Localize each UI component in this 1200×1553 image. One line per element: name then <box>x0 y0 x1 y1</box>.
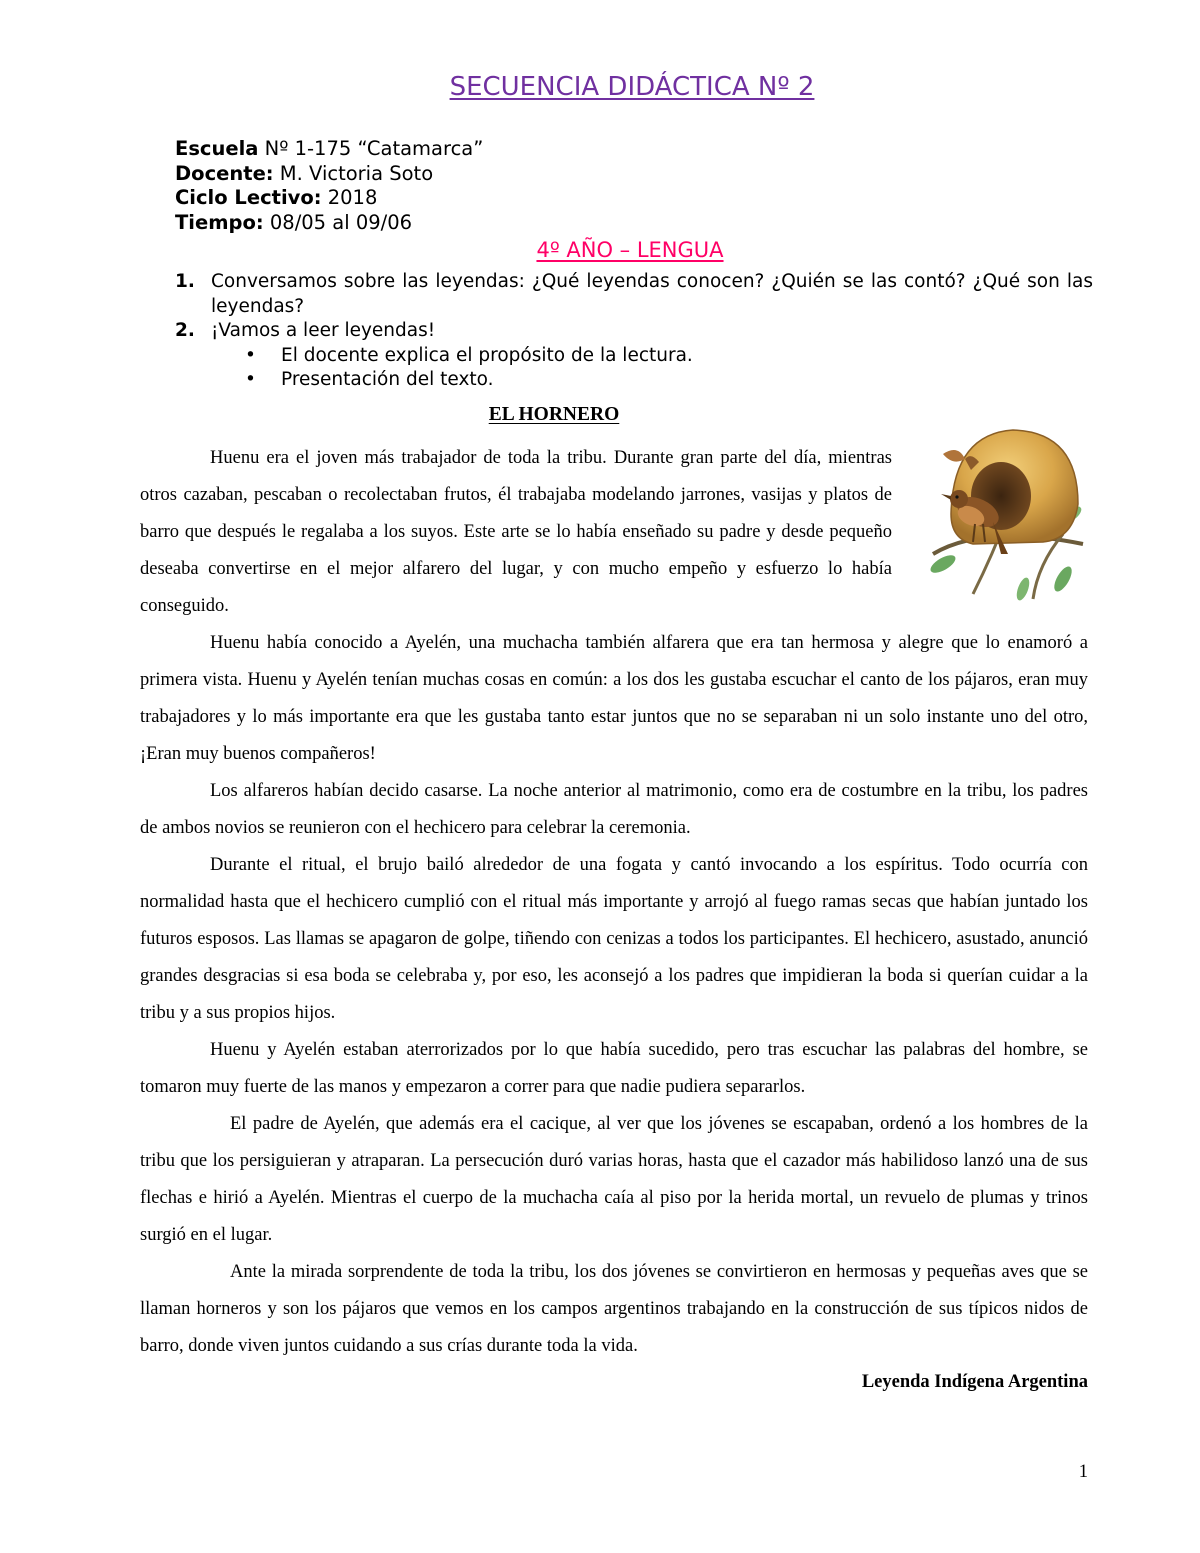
year-label: Ciclo Lectivo: <box>175 186 322 209</box>
story-paragraph: Huenu era el joven más trabajador de toda la tribu. Durante gran parte del día, mientras otros cazaban, pescaban o recolectaban frutos, él trabajaba modelando jarrones, vasijas y platos de barro que después le regalaba a los suyos. Este arte se lo había enseñado su padre y desde pequeño deseaba convertirse en el mejor alfarero del lugar, y con mucho empeño y esfuerzo lo había conseguido. <box>140 448 892 616</box>
teacher-label: Docente: <box>175 161 274 185</box>
bullet-text: El docente explica el propósito de la lectura. <box>281 344 693 366</box>
story-title: EL HORNERO <box>488 404 620 425</box>
story-paragraph: El padre de Ayelén, que además era el cacique, al ver que los jóvenes se escapaban, ordenó a los hombres de la tribu que los persiguieran y atraparan. La persecución duró varias horas, hasta que el cazador más habilidoso lanzó una de sus flechas e hirió a Ayelén. Mientras el cuerpo de la muchacha caía al piso por la herida mortal, un revuelo de plumas y trinos surgió en el lugar. <box>140 1114 1088 1245</box>
story-source: Leyenda Indígena Argentina <box>861 1372 1088 1392</box>
bullet-symbol: • <box>245 369 256 390</box>
bullet-symbol: • <box>245 344 256 366</box>
list-number: 2. <box>175 320 195 341</box>
year-value: 2018 <box>321 186 378 209</box>
story-paragraph: Huenu y Ayelén estaban aterrorizados por lo que había sucedido, pero tras escuchar las palabras del hombre, se tomaron muy fuerte de las manos y empezaron a correr para que nadie pudiera separarlos. <box>140 1040 1088 1097</box>
list-item <box>175 270 1093 319</box>
bullet-item <box>245 368 1093 393</box>
teacher-row <box>175 162 1095 187</box>
year-row <box>175 186 1095 211</box>
list-text: ¡Vamos a leer leyendas! <box>211 320 436 341</box>
list-text: Conversamos sobre las leyendas: ¿Qué leyendas conocen? ¿Quién se las contó? ¿Qué son las leyendas? <box>211 271 1093 317</box>
document-title: SECUENCIA DIDÁCTICA Nº 2 <box>449 72 815 102</box>
time-value: 08/05 al 09/06 <box>263 210 413 234</box>
list-number: 1. <box>175 271 195 292</box>
time-row <box>175 211 1095 236</box>
story-paragraph: Huenu había conocido a Ayelén, una muchacha también alfarera que era tan hermosa y alegre que lo enamoró a primera vista. Huenu y Ayelén tenían muchas cosas en común: a los dos les gustaba escuchar el canto de los pájaros, eran muy trabajadores y lo más importante era que les gustaba tanto estar juntos que no se separaban ni un solo instante uno del otro, ¡Eran muy buenos compañeros! <box>140 633 1088 764</box>
bullet-text: Presentación del texto. <box>281 369 494 390</box>
section-subtitle: 4º AÑO – LENGUA <box>536 238 724 262</box>
school-label: Escuela <box>175 137 259 160</box>
story-paragraph: Los alfareros habían decido casarse. La noche anterior al matrimonio, como era de costumbre en la tribu, los padres de ambos novios se reunieron con el hechicero para celebrar la ceremonia. <box>140 781 1088 838</box>
bullet-item <box>245 344 1093 369</box>
time-label: Tiempo: <box>175 210 264 234</box>
story-paragraph: Ante la mirada sorprendente de toda la tribu, los dos jóvenes se convirtieron en hermosas y pequeñas aves que se llaman horneros y son los pájaros que vemos en los campos argentinos trabajando en la construcción de sus típicos nidos de barro, donde viven juntos cuidando a sus crías durante toda la vida. <box>140 1262 1088 1356</box>
bullet-list <box>175 344 1093 393</box>
school-value: Nº 1-175 “Catamarca” <box>258 137 484 160</box>
story-body <box>140 440 1088 1365</box>
teacher-value: M. Victoria Soto <box>273 161 434 185</box>
activity-list <box>175 270 1093 393</box>
page-number: 1 <box>1078 1462 1088 1482</box>
school-row <box>175 137 1095 162</box>
story-paragraph: Durante el ritual, el brujo bailó alrededor de una fogata y cantó invocando a los espíritus. Todo ocurría con normalidad hasta que el hechicero cumplió con el ritual más importante y arrojó al fuego ramas secas que habían juntado los futuros esposos. Las llamas se apagaron de golpe, tiñendo con cenizas a todos los participantes. El hechicero, asustado, anunció grandes desgracias si esa boda se celebraba y, por eso, les aconsejó a los padres que impidieran la boda si querían cuidar a la tribu y a sus propios hijos. <box>140 855 1088 1023</box>
list-item <box>175 319 1093 344</box>
info-block <box>175 137 1095 235</box>
